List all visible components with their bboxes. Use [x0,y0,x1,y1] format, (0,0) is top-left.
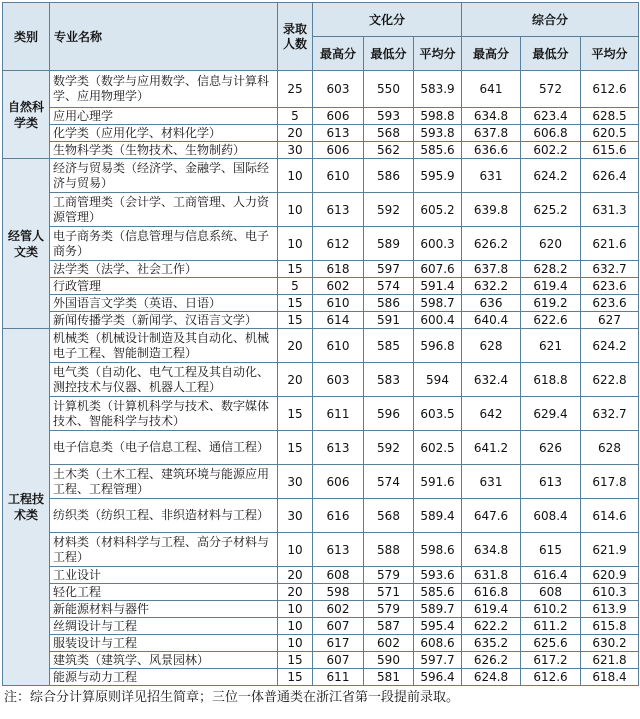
culture-max-cell: 611 [313,397,364,431]
major-name-cell: 应用心理学 [50,108,278,125]
major-name-cell: 新闻传播学类（新闻学、汉语言文学） [50,312,278,329]
major-name-cell: 化学类（应用化学、材料化学） [50,125,278,142]
composite-max-cell: 631.8 [462,567,521,584]
header-composite-avg: 平均分 [581,37,639,71]
major-name-cell: 法学类（法学、社会工作） [50,261,278,278]
category-cell: 经管人文类 [3,159,50,329]
culture-min-cell: 579 [364,601,414,618]
composite-max-cell: 628 [462,329,521,363]
enroll-count-cell: 30 [278,142,313,159]
culture-min-cell: 591 [364,312,414,329]
header-culture-max: 最高分 [313,37,364,71]
composite-avg-cell: 615.8 [581,618,639,635]
composite-min-cell: 616.4 [521,567,581,584]
enroll-count-cell: 15 [278,261,313,278]
composite-avg-cell: 621.9 [581,533,639,567]
culture-max-cell: 608 [313,567,364,584]
composite-min-cell: 608 [521,584,581,601]
admission-scores-table-container [2,2,638,686]
composite-min-cell: 629.4 [521,397,581,431]
major-name-cell: 能源与动力工程 [50,669,278,686]
major-name-cell: 丝绸设计与工程 [50,618,278,635]
composite-avg-cell: 626.4 [581,159,639,193]
composite-max-cell: 616.8 [462,584,521,601]
culture-avg-cell: 598.8 [414,108,462,125]
culture-max-cell: 616 [313,499,364,533]
composite-max-cell: 647.6 [462,499,521,533]
table-row [3,125,639,142]
composite-max-cell: 636.6 [462,142,521,159]
culture-avg-cell: 585.6 [414,584,462,601]
composite-avg-cell: 632.7 [581,261,639,278]
culture-avg-cell: 605.2 [414,193,462,227]
composite-max-cell: 635.2 [462,635,521,652]
culture-min-cell: 579 [364,567,414,584]
table-row [3,431,639,465]
composite-avg-cell: 628.5 [581,108,639,125]
culture-avg-cell: 594 [414,363,462,397]
culture-max-cell: 610 [313,159,364,193]
culture-min-cell: 588 [364,533,414,567]
composite-max-cell: 636 [462,295,521,312]
culture-avg-cell: 591.4 [414,278,462,295]
table-row [3,652,639,669]
composite-min-cell: 619.4 [521,278,581,295]
culture-max-cell: 606 [313,108,364,125]
major-name-cell: 生物科学类（生物技术、生物制药） [50,142,278,159]
table-row [3,295,639,312]
enroll-count-cell: 15 [278,397,313,431]
culture-min-cell: 568 [364,499,414,533]
culture-max-cell: 613 [313,125,364,142]
header-culture-min: 最低分 [364,37,414,71]
major-name-cell: 计算机类（计算机科学与技术、数字媒体技术、智能科学与技术） [50,397,278,431]
composite-max-cell: 640.4 [462,312,521,329]
composite-avg-cell: 621.6 [581,227,639,261]
composite-max-cell: 637.8 [462,261,521,278]
header-composite-min: 最低分 [521,37,581,71]
composite-max-cell: 619.4 [462,601,521,618]
culture-min-cell: 574 [364,278,414,295]
culture-max-cell: 612 [313,227,364,261]
composite-avg-cell: 617.8 [581,465,639,499]
major-name-cell: 工业设计 [50,567,278,584]
table-row [3,142,639,159]
composite-avg-cell: 623.6 [581,278,639,295]
culture-min-cell: 602 [364,635,414,652]
culture-avg-cell: 598.6 [414,533,462,567]
table-row [3,601,639,618]
culture-max-cell: 598 [313,584,364,601]
culture-min-cell: 590 [364,652,414,669]
table-row [3,261,639,278]
composite-avg-cell: 620.5 [581,125,639,142]
enroll-count-cell: 10 [278,618,313,635]
major-name-cell: 外国语言文学类（英语、日语） [50,295,278,312]
major-name-cell: 机械类（机械设计制造及其自动化、机械电子工程、智能制造工程） [50,329,278,363]
header-culture-avg: 平均分 [414,37,462,71]
table-row [3,397,639,431]
enroll-count-cell: 10 [278,601,313,618]
composite-min-cell: 619.2 [521,295,581,312]
table-row [3,669,639,686]
composite-max-cell: 632.2 [462,278,521,295]
composite-avg-cell: 627 [581,312,639,329]
culture-max-cell: 607 [313,618,364,635]
culture-max-cell: 606 [313,142,364,159]
composite-min-cell: 626 [521,431,581,465]
composite-min-cell: 610.2 [521,601,581,618]
header-composite-max: 最高分 [462,37,521,71]
table-row [3,278,639,295]
culture-avg-cell: 602.5 [414,431,462,465]
composite-avg-cell: 618.4 [581,669,639,686]
enroll-count-cell: 20 [278,125,313,142]
culture-avg-cell: 589.7 [414,601,462,618]
table-row [3,533,639,567]
culture-min-cell: 562 [364,142,414,159]
culture-min-cell: 568 [364,125,414,142]
enroll-count-cell: 30 [278,499,313,533]
composite-max-cell: 626.2 [462,652,521,669]
culture-min-cell: 592 [364,431,414,465]
composite-min-cell: 608.4 [521,499,581,533]
major-name-cell: 电气类（自动化、电气工程及其自动化、测控技术与仪器、机器人工程） [50,363,278,397]
composite-max-cell: 631 [462,465,521,499]
culture-max-cell: 606 [313,465,364,499]
major-name-cell: 轻化工程 [50,584,278,601]
composite-max-cell: 642 [462,397,521,431]
culture-min-cell: 586 [364,159,414,193]
footnote: 注：综合分计算原则详见招生简章；三位一体普通类在浙江省第一段提前录取。 [4,690,460,705]
composite-min-cell: 622.6 [521,312,581,329]
composite-min-cell: 621 [521,329,581,363]
composite-min-cell: 620 [521,227,581,261]
table-row [3,584,639,601]
culture-avg-cell: 598.7 [414,295,462,312]
table-row [3,108,639,125]
enroll-count-cell: 5 [278,108,313,125]
culture-avg-cell: 600.4 [414,312,462,329]
major-name-cell: 建筑类（建筑学、风景园林） [50,652,278,669]
major-name-cell: 土木类（土木工程、建筑环境与能源应用工程、工程管理） [50,465,278,499]
composite-min-cell: 606.8 [521,125,581,142]
culture-max-cell: 613 [313,193,364,227]
header-major: 专业名称 [50,3,278,71]
header-composite-score: 综合分 [462,3,639,37]
culture-min-cell: 581 [364,669,414,686]
culture-max-cell: 613 [313,533,364,567]
culture-min-cell: 597 [364,261,414,278]
table-row [3,567,639,584]
culture-max-cell: 618 [313,261,364,278]
composite-avg-cell: 612.6 [581,71,639,108]
culture-min-cell: 589 [364,227,414,261]
culture-max-cell: 610 [313,295,364,312]
culture-max-cell: 613 [313,431,364,465]
composite-max-cell: 624.8 [462,669,521,686]
composite-min-cell: 617.2 [521,652,581,669]
table-header [3,3,639,71]
major-name-cell: 服装设计与工程 [50,635,278,652]
enroll-count-cell: 15 [278,431,313,465]
table-row [3,227,639,261]
culture-min-cell: 596 [364,397,414,431]
culture-min-cell: 585 [364,329,414,363]
major-name-cell: 新能源材料与器件 [50,601,278,618]
composite-min-cell: 623.4 [521,108,581,125]
enroll-count-cell: 15 [278,295,313,312]
culture-avg-cell: 585.6 [414,142,462,159]
enroll-count-cell: 25 [278,71,313,108]
enroll-count-cell: 20 [278,329,313,363]
major-name-cell: 行政管理 [50,278,278,295]
composite-avg-cell: 622.8 [581,363,639,397]
category-cell: 工程技术类 [3,329,50,686]
composite-max-cell: 632.4 [462,363,521,397]
composite-max-cell: 622.2 [462,618,521,635]
culture-avg-cell: 595.4 [414,618,462,635]
composite-avg-cell: 630.2 [581,635,639,652]
composite-avg-cell: 615.6 [581,142,639,159]
header-category: 类别 [3,3,50,71]
enroll-count-cell: 30 [278,465,313,499]
enroll-count-cell: 15 [278,652,313,669]
enroll-count-cell: 10 [278,227,313,261]
composite-avg-cell: 631.3 [581,193,639,227]
admission-scores-table [2,2,639,686]
composite-min-cell: 625.6 [521,635,581,652]
composite-min-cell: 625.2 [521,193,581,227]
culture-avg-cell: 608.6 [414,635,462,652]
composite-avg-cell: 623.6 [581,295,639,312]
table-row [3,159,639,193]
culture-avg-cell: 596.4 [414,669,462,686]
table-row [3,71,639,108]
culture-max-cell: 611 [313,669,364,686]
table-row [3,635,639,652]
culture-min-cell: 587 [364,618,414,635]
culture-min-cell: 583 [364,363,414,397]
culture-max-cell: 602 [313,278,364,295]
enroll-count-cell: 20 [278,584,313,601]
culture-max-cell: 617 [313,635,364,652]
composite-avg-cell: 632.7 [581,397,639,431]
composite-avg-cell: 621.8 [581,652,639,669]
composite-max-cell: 631 [462,159,521,193]
table-row [3,312,639,329]
enroll-count-cell: 20 [278,567,313,584]
table-row [3,363,639,397]
culture-avg-cell: 600.3 [414,227,462,261]
header-culture-score: 文化分 [313,3,462,37]
culture-avg-cell: 595.9 [414,159,462,193]
enroll-count-cell: 10 [278,159,313,193]
composite-min-cell: 572 [521,71,581,108]
table-body [3,71,639,686]
culture-max-cell: 602 [313,601,364,618]
composite-max-cell: 634.8 [462,108,521,125]
header-enroll: 录取人数 [278,3,313,71]
culture-max-cell: 610 [313,329,364,363]
culture-avg-cell: 593.6 [414,567,462,584]
enroll-count-cell: 10 [278,193,313,227]
composite-min-cell: 615 [521,533,581,567]
table-row [3,499,639,533]
culture-max-cell: 603 [313,363,364,397]
culture-min-cell: 574 [364,465,414,499]
table-row [3,329,639,363]
enroll-count-cell: 15 [278,312,313,329]
culture-min-cell: 592 [364,193,414,227]
composite-avg-cell: 624.2 [581,329,639,363]
major-name-cell: 纺织类（纺织工程、非织造材料与工程） [50,499,278,533]
composite-min-cell: 618.8 [521,363,581,397]
composite-avg-cell: 628 [581,431,639,465]
composite-avg-cell: 610.3 [581,584,639,601]
enroll-count-cell: 20 [278,363,313,397]
composite-min-cell: 602.2 [521,142,581,159]
culture-avg-cell: 607.6 [414,261,462,278]
culture-avg-cell: 591.6 [414,465,462,499]
major-name-cell: 数学类（数学与应用数学、信息与计算科学、应用物理学） [50,71,278,108]
composite-avg-cell: 614.6 [581,499,639,533]
culture-avg-cell: 589.4 [414,499,462,533]
culture-avg-cell: 593.8 [414,125,462,142]
major-name-cell: 电子商务类（信息管理与信息系统、电子商务） [50,227,278,261]
composite-min-cell: 612.6 [521,669,581,686]
enroll-count-cell: 15 [278,669,313,686]
culture-min-cell: 571 [364,584,414,601]
table-row [3,193,639,227]
major-name-cell: 工商管理类（会计学、工商管理、人力资源管理） [50,193,278,227]
enroll-count-cell: 10 [278,533,313,567]
culture-min-cell: 593 [364,108,414,125]
culture-min-cell: 586 [364,295,414,312]
table-row [3,465,639,499]
culture-min-cell: 550 [364,71,414,108]
composite-avg-cell: 613.9 [581,601,639,618]
enroll-count-cell: 5 [278,278,313,295]
table-row [3,618,639,635]
culture-avg-cell: 583.9 [414,71,462,108]
culture-max-cell: 614 [313,312,364,329]
composite-min-cell: 613 [521,465,581,499]
composite-min-cell: 628.2 [521,261,581,278]
composite-max-cell: 634.8 [462,533,521,567]
culture-avg-cell: 603.5 [414,397,462,431]
enroll-count-cell: 10 [278,635,313,652]
composite-max-cell: 626.2 [462,227,521,261]
composite-avg-cell: 620.9 [581,567,639,584]
major-name-cell: 电子信息类（电子信息工程、通信工程） [50,431,278,465]
composite-min-cell: 624.2 [521,159,581,193]
category-cell: 自然科学类 [3,71,50,159]
composite-max-cell: 639.8 [462,193,521,227]
culture-max-cell: 603 [313,71,364,108]
culture-avg-cell: 596.8 [414,329,462,363]
composite-min-cell: 611.2 [521,618,581,635]
composite-max-cell: 637.8 [462,125,521,142]
composite-max-cell: 641 [462,71,521,108]
composite-max-cell: 641.2 [462,431,521,465]
culture-max-cell: 607 [313,652,364,669]
major-name-cell: 材料类（材料科学与工程、高分子材料与工程） [50,533,278,567]
major-name-cell: 经济与贸易类（经济学、金融学、国际经济与贸易） [50,159,278,193]
culture-avg-cell: 597.7 [414,652,462,669]
